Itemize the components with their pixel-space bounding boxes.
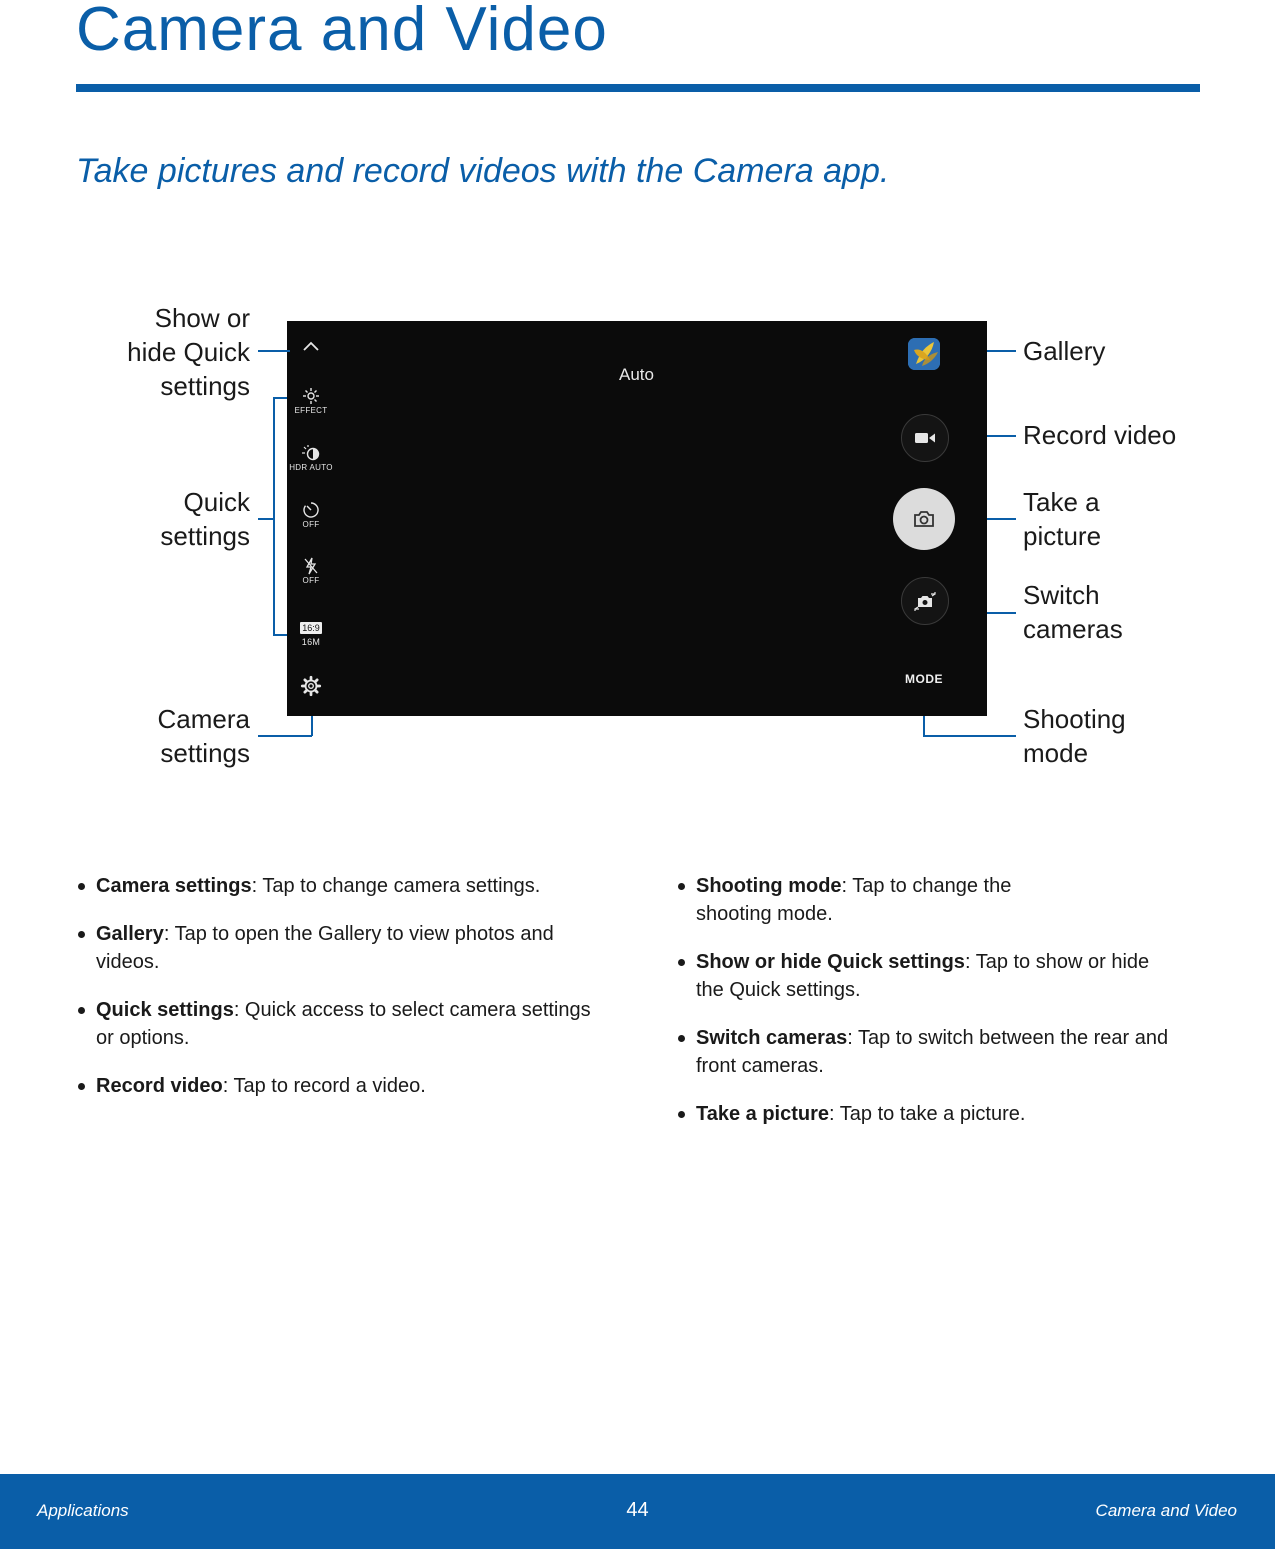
bullet-list-left [76, 872, 606, 1120]
effect-label: EFFECT [294, 406, 328, 415]
mode-button[interactable]: MODE [905, 672, 943, 686]
list-item: Shooting mode: Tap to change the shooting mode. [676, 872, 1076, 928]
timer-label: OFF [302, 520, 320, 529]
list-item: Record video: Tap to record a video. [76, 1072, 606, 1100]
list-item: Switch cameras: Tap to switch between the rear and front cameras. [676, 1024, 1196, 1080]
page-title: Camera and Video [76, 0, 608, 64]
camera-icon [913, 510, 935, 528]
switch-cameras-button[interactable] [901, 577, 949, 625]
list-item: Gallery: Tap to open the Gallery to view photos and videos. [76, 920, 606, 976]
flash-off-icon [302, 557, 320, 575]
show-hide-quick-settings-button[interactable] [287, 339, 335, 353]
footer-page-number: 44 [626, 1499, 649, 1521]
hdr-button[interactable] [287, 444, 335, 472]
record-video-button[interactable] [901, 414, 949, 462]
shooting-mode-indicator: Auto [619, 365, 654, 384]
timer-icon [302, 501, 320, 519]
callout-bracket-bottom [273, 634, 287, 636]
title-rule [76, 84, 1200, 92]
callout-line-shooting-mode-v [923, 716, 925, 736]
flash-button[interactable] [287, 557, 335, 585]
footer-chapter: Camera and Video [1095, 1501, 1237, 1520]
footer-section: Applications [37, 1501, 129, 1520]
effect-icon [302, 387, 320, 405]
gallery-thumbnail-icon [908, 338, 940, 370]
list-item: Camera settings: Tap to change camera settings. [76, 872, 606, 900]
callout-line-camera-settings-h [258, 735, 312, 737]
callout-line-switch [987, 612, 1016, 614]
callout-gallery: Gallery [1023, 336, 1106, 366]
callout-bracket-top [273, 397, 287, 399]
callout-switch-cameras: Switch cameras [1023, 580, 1123, 644]
take-picture-button[interactable] [893, 488, 955, 550]
callout-line-camera-settings-v [311, 716, 313, 736]
callout-line-gallery [987, 350, 1016, 352]
callout-line-take-picture [987, 518, 1016, 520]
chevron-up-icon [301, 339, 321, 353]
list-item: Take a picture: Tap to take a picture. [676, 1100, 1196, 1128]
hdr-icon [300, 444, 322, 462]
bullet-list-right [676, 872, 1196, 1148]
callout-line-record [987, 435, 1016, 437]
list-item: Quick settings: Quick access to select camera settings or options. [76, 996, 606, 1052]
picture-size-button[interactable] [287, 618, 335, 647]
switch-camera-icon [912, 591, 938, 611]
callout-record-video: Record video [1023, 420, 1177, 450]
callout-line-shooting-mode-h [923, 735, 1016, 737]
effect-button[interactable] [287, 387, 335, 415]
callout-show-hide-quick-settings: Show or hide Quick settings [127, 303, 250, 401]
callout-line-show-hide [258, 350, 290, 352]
callout-shooting-mode: Shooting mode [1023, 704, 1126, 768]
page-footer [0, 1474, 1275, 1549]
timer-button[interactable] [287, 501, 335, 529]
gear-icon [300, 675, 322, 697]
callout-bracket-quick-settings [273, 397, 275, 635]
callout-take-picture: Take a picture [1023, 487, 1102, 551]
hdr-label: HDR AUTO [289, 463, 333, 472]
page-subtitle: Take pictures and record videos with the Camera app. [76, 152, 890, 190]
video-camera-icon [914, 431, 936, 445]
ratio-label: 16:9 [302, 623, 320, 633]
list-item: Show or hide Quick settings: Tap to show or hide the Quick settings. [676, 948, 1176, 1004]
camera-screen [287, 321, 987, 716]
flash-label: OFF [302, 576, 320, 585]
camera-settings-button[interactable] [287, 675, 335, 697]
resolution-label: 16M [301, 637, 321, 647]
callout-line-quick-settings [258, 518, 274, 520]
gallery-button[interactable] [908, 338, 940, 370]
callout-quick-settings: Quick settings [160, 487, 250, 551]
callout-camera-settings: Camera settings [157, 704, 250, 768]
